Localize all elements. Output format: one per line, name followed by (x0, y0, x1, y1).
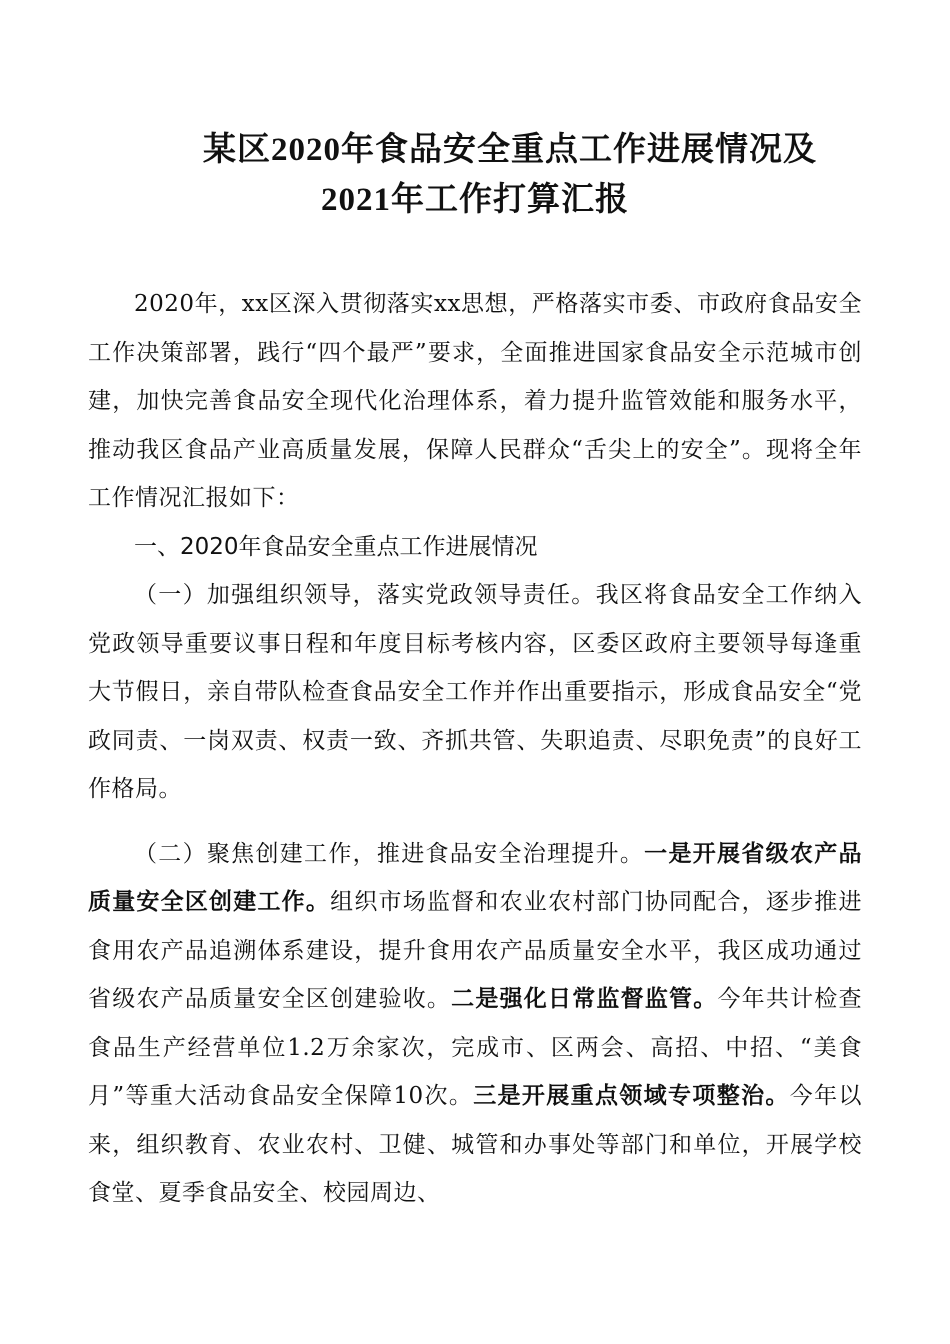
document-title-line-2: 2021年工作打算汇报 (321, 182, 629, 218)
subsection-2-paragraph (88, 830, 862, 1218)
document-title-line-1: 某区2020年食品安全重点工作进展情况及 (203, 132, 817, 168)
section-heading-1: 一、2020年食品安全重点工作进展情况 (134, 533, 538, 560)
document-body (88, 280, 862, 1218)
intro-paragraph: 2020年，xx区深入贯彻落实xx思想，严格落实市委、市政府食品安全工作决策部署，践行“四个最严”要求，全面推进国家食品安全示范城市创建，加快完善食品安全现代化治理体系，着力提升监管效能和服务水平，推动我区食品产业高质量发展，保障人民群众“舌尖上的安全”。现将全年工作情况汇报如下： (88, 291, 862, 511)
point-1-text: 组织市场监督和农业农村部门协同配合，逐步推进食用农产品追溯体系建设，提升食用农产品质量安全水平，我区成功通过省级农产品质量安全区创建验收。 (88, 889, 863, 1012)
point-2-heading: 二是强化日常监督监管。 (451, 986, 718, 1012)
point-3-text: 今年以来，组织教育、农业农村、卫健、城管和办事处等部门和单位，开展学校食堂、夏季食品安全、校园周边、 (88, 1083, 863, 1206)
point-1-heading: 一是开展省级农产品质量安全区创建工作。 (88, 840, 863, 915)
subsection-2-lead: （二）聚焦创建工作，推进食品安全治理提升。 (134, 840, 645, 867)
paragraph-gap (88, 814, 862, 830)
point-3-heading: 三是开展重点领域专项整治。 (473, 1083, 790, 1109)
point-2-text: 今年共计检查食品生产经营单位1.2万余家次，完成市、区两会、高招、中招、“美食月”等重大活动食品安全保障10次。 (88, 986, 863, 1109)
subsection-1-paragraph: （一）加强组织领导，落实党政领导责任。我区将食品安全工作纳入党政领导重要议事日程和年度目标考核内容，区委区政府主要领导每逢重大节假日，亲自带队检查食品安全工作并作出重要指示，形成食品安全“党政同责、一岗双责、权责一致、齐抓共管、失职追责、尽职免责”的良好工作格局。 (88, 582, 862, 802)
